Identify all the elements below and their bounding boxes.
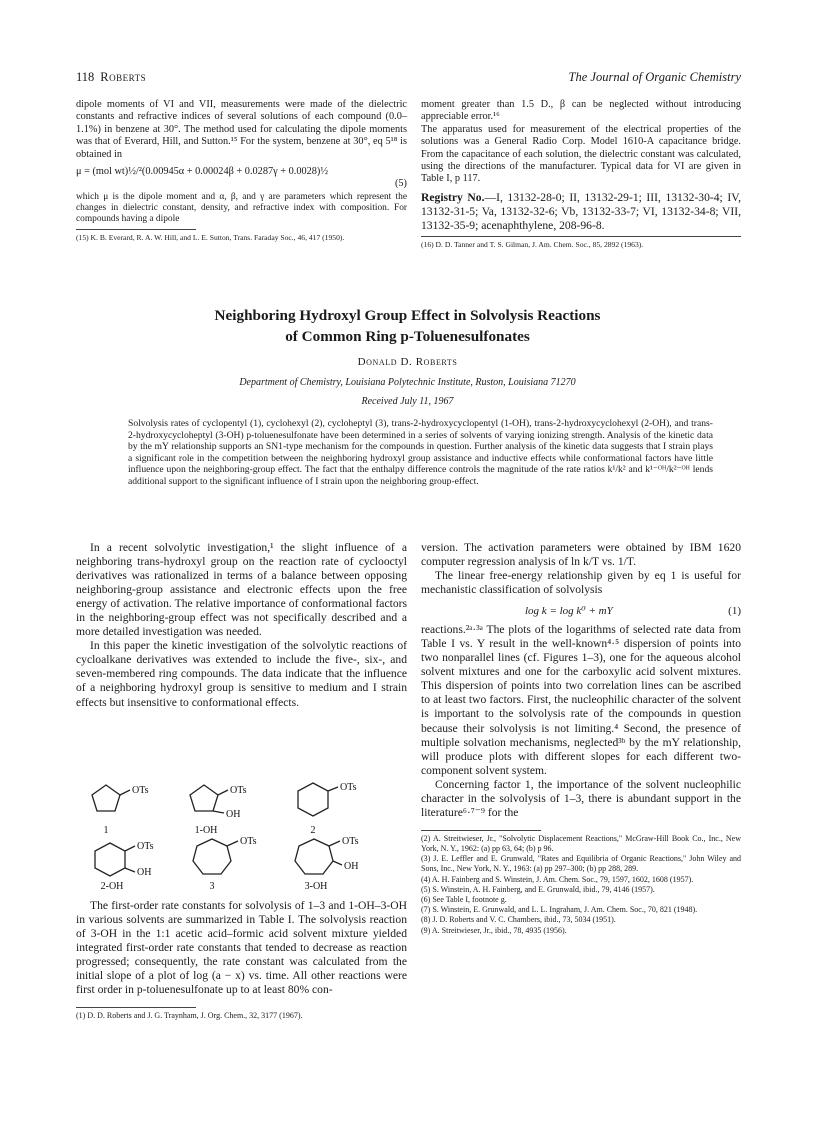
compound-label: 3 (209, 881, 215, 892)
article-author: Donald D. Roberts (357, 356, 458, 368)
footnote-7: (7) S. Winstein, E. Grunwald, and L. L. Ingraham, J. Am. Chem. Soc., 70, 821 (1948). (421, 905, 698, 915)
prev-article-paragraph-2: which μ is the dipole moment and α, β, and γ are parameters which represent the changes in dielectric constant, density, and refractive index with composition. For compounds having a dipole (76, 192, 407, 225)
ots-label: OTs (132, 785, 149, 796)
footnote-rule (76, 229, 196, 230)
footnote-9: (9) A. Streitwieser, Jr., ibid., 78, 4935 (1956). (421, 925, 567, 935)
cycloheptane-ring (193, 839, 231, 874)
ots-label: OTs (240, 836, 257, 847)
body-left-lower (76, 899, 407, 1022)
abstract: Solvolysis rates of cyclopentyl (1), cyclohexyl (2), cycloheptyl (3), trans-2-hydroxycyclopentyl (1-OH), trans-2-hydroxycyclohexyl (2-OH), and trans-2-hydroxycycloheptyl (3-OH) p-toluenesulfonate have been determined in a series of solvents of varying ionizing strength. Analysis of the kinetic data by the mY relationship supports an SN1-type mechanism for the compounds in question. Further analysis of the kinetic data suggests that I strain plays a significant role in the competition between the neighboring hydroxyl group assistance and inductive effects while conformational factors have little influence upon the neighboring-group effect. The fact that the enthalpy difference controls the magnitude of the rate ratios k¹/k² and k¹⁻ᴼᴴ/k²⁻ᴼᴴ lends additional support to the significant influence of I strain upon the neighboring group-effect. (128, 418, 713, 487)
body-paragraph-2: In this paper the kinetic investigation of the solvolytic reactions of cycloalkane derivatives was extended to include the five-, six-, and seven-membered ring compounds. The data indicate that the influence of a neighboring hydroxyl group is sensitive to medium and I strain effects but insensitive to conformational effects. (76, 639, 407, 709)
body-paragraph-7: Concerning factor 1, the importance of the solvent nucleophilic character in the solvolysis of 1–3, there is abundant support in the literature⁶·⁷⁻⁹ for the (421, 777, 741, 819)
oh-label: OH (137, 867, 152, 878)
footnotes-right (421, 834, 741, 936)
article-title-line2: of Common Ring p-Toluenesulfonates (285, 328, 530, 345)
footnote-1: (1) D. D. Roberts and J. G. Traynham, J. Org. Chem., 32, 3177 (1967). (76, 1011, 303, 1021)
registry-numbers (421, 191, 741, 233)
footnote-8: (8) J. D. Roberts and V. C. Chambers, ibid., 73, 5034 (1951). (421, 915, 616, 925)
equation-1 (421, 597, 741, 623)
oh-label: OH (344, 861, 359, 872)
received-date: Received July 11, 1967 (361, 396, 454, 407)
equation-5-text: μ = (mol wt)½/²(0.00945α + 0.00024β + 0.0287γ + 0.0028)½ (76, 166, 329, 178)
cyclohexane-ring-oh (95, 843, 125, 876)
footnote-5: (5) S. Winstein, A. H. Fainberg, and E. Grunwald, ibid., 79, 4146 (1957). (421, 884, 655, 894)
top-right-column (421, 99, 741, 249)
running-header-left (76, 70, 146, 85)
cycloheptane-ring-oh (295, 839, 333, 874)
footnote-6: (6) See Table I, footnote g. (421, 895, 507, 905)
running-author: Roberts (100, 70, 147, 84)
body-left-column (76, 541, 407, 710)
equation-1-number: (1) (728, 605, 741, 618)
prev-article-paragraph: dipole moments of VI and VII, measurements were made of the dielectric constants and refractive indices of several solutions of each compound (0.0–1.1%) in benzene at 30°. The method used for calculating the dipole moments was that of Everard, Hill, and Sutton.¹⁵ For the system, benzene at 30°, eq 5¹⁸ is obtained in (76, 99, 407, 160)
top-left-column (76, 99, 407, 242)
footnote-rule-right (421, 236, 741, 237)
footnote-rule-right-lower (421, 830, 541, 831)
article-affiliation: Department of Chemistry, Louisiana Polytechnic Institute, Ruston, Louisiana 71270 (239, 377, 576, 388)
oh-label: OH (226, 809, 241, 820)
body-right-column (421, 541, 741, 936)
footnote-15: (15) K. B. Everard, R. A. W. Hill, and L. E. Sutton, Trans. Faraday Soc., 46, 417 (1950). (76, 232, 345, 242)
footnote-rule-left (76, 1007, 196, 1008)
page-number: 118 (76, 70, 95, 84)
cyclopentane-ring-oh (190, 785, 218, 811)
prev-article-paragraph-3: moment greater than 1.5 D., β can be neglected without introducing appreciable error.¹⁶ (421, 99, 741, 123)
body-paragraph-3: The first-order rate constants for solvolysis of 1–3 and 1-OH–3-OH in various solvents are summarized in Table I. The solvolysis reaction of 3-OH in the 1:1 acetic acid–formic acid solvent mixture yielded integrated first-order rate constants that tended to decrease as reaction progressed; consequently, the rate constant was calculated from the initial slope of a plot of log (a − x) vs. time. All other reactions were first order in p-toluenesulfonate up to at least 80% con- (76, 899, 407, 997)
cyclopentane-ring (92, 785, 120, 811)
compound-label: 3-OH (304, 881, 328, 892)
footnote-3: (3) J. E. Leffler and E. Grunwald, "Rates and Equilibria of Organic Reactions," John Wiley and Sons, Inc., New York, N. Y., 1963: (a) pp 297–300; (b) pp 288, 289. (421, 854, 741, 874)
compound-label: 1 (103, 825, 109, 836)
compound-label: 2 (310, 825, 316, 836)
article-title-line1: Neighboring Hydroxyl Group Effect in Solvolysis Reactions (214, 307, 601, 324)
body-paragraph-6: reactions.²ᵃ·³ᵃ The plots of the logarithms of selected rate data from Table I vs. Y result in the well-known⁴·⁵ dispersion of points into two nonparallel lines (cf. Figures 1–3), one for the aqueous alcohol solvent mixtures and one for the carboxylic acid solvent mixtures. This dispersion of points into two correlation lines can be ascribed to at least two factors. First, the nucleophilic character of the solvent is important to the solvolysis rate of the compounds in question because their solvolysis is not limiting.⁴ Second, the presence of multiple solvation mechanisms, neglected³ᵇ by the mY relationship, will produce plots with different slopes for each different two-component solvent system. (421, 623, 741, 777)
footnote-4: (4) A. H. Fainberg and S. Winstein, J. Am. Chem. Soc., 79, 1597, 1602, 1608 (1957). (421, 874, 694, 884)
compound-label: 1-OH (194, 825, 218, 836)
cyclohexane-ring (298, 783, 328, 816)
compound-label: 2-OH (100, 881, 124, 892)
footnote-2: (2) A. Streitwieser, Jr., "Solvolytic Displacement Reactions," McGraw-Hill Book Co., Inc., New York, N. Y., 1962: (a) pp 63, 64; (b) p 96. (421, 833, 741, 854)
ots-label: OTs (340, 782, 357, 793)
equation-5 (76, 166, 407, 190)
ots-label: OTs (230, 785, 247, 796)
ots-label: OTs (137, 841, 154, 852)
body-paragraph-1: In a recent solvolytic investigation,¹ the slight influence of a neighboring trans-hydroxyl group on the reaction rate of cyclooctyl derivatives was rationalized in terms of a balance between opposing neighboring-group assistance and electronic effects upon the free energy of activation. The relative importance of conformational factors in the neighboring-group effect was not specifically described and a more detailed investigation was needed. (76, 541, 407, 639)
body-paragraph-5: The linear free-energy relationship given by eq 1 is useful for mechanistic classification of solvolysis (421, 569, 741, 597)
equation-5-number: (5) (394, 178, 407, 190)
journal-name: The Journal of Organic Chemistry (568, 70, 741, 84)
ots-label: OTs (342, 836, 359, 847)
registry-label: Registry No. (421, 190, 485, 204)
equation-1-text: log k = log k⁰ + mY (525, 605, 613, 618)
prev-article-paragraph-4: The apparatus used for measurement of the electrical properties of the solutions was a General Radio Corp. Model 1610-A capacitance bridge. From the capacitance of each solution, the dielectric constant was calculated, using the directions of the manufacturer. Typical data for VI are given in Table I, p 117. (421, 123, 741, 185)
structures-figure (76, 775, 407, 893)
body-paragraph-4: version. The activation parameters were obtained by IBM 1620 computer regression analysis of ln k/T vs. 1/T. (421, 541, 741, 569)
footnote-16: (16) D. D. Tanner and T. S. Gilman, J. Am. Chem. Soc., 85, 2892 (1963). (421, 239, 644, 249)
registry-text: —I, 13132-28-0; II, 13132-29-1; III, 13132-30-4; IV, 13132-31-5; Va, 13132-32-6; Vb, 13132-33-7; VI, 13132-34-8; VII, 13132-35-9; acenaphthylene, 208-96-8. (421, 190, 741, 232)
